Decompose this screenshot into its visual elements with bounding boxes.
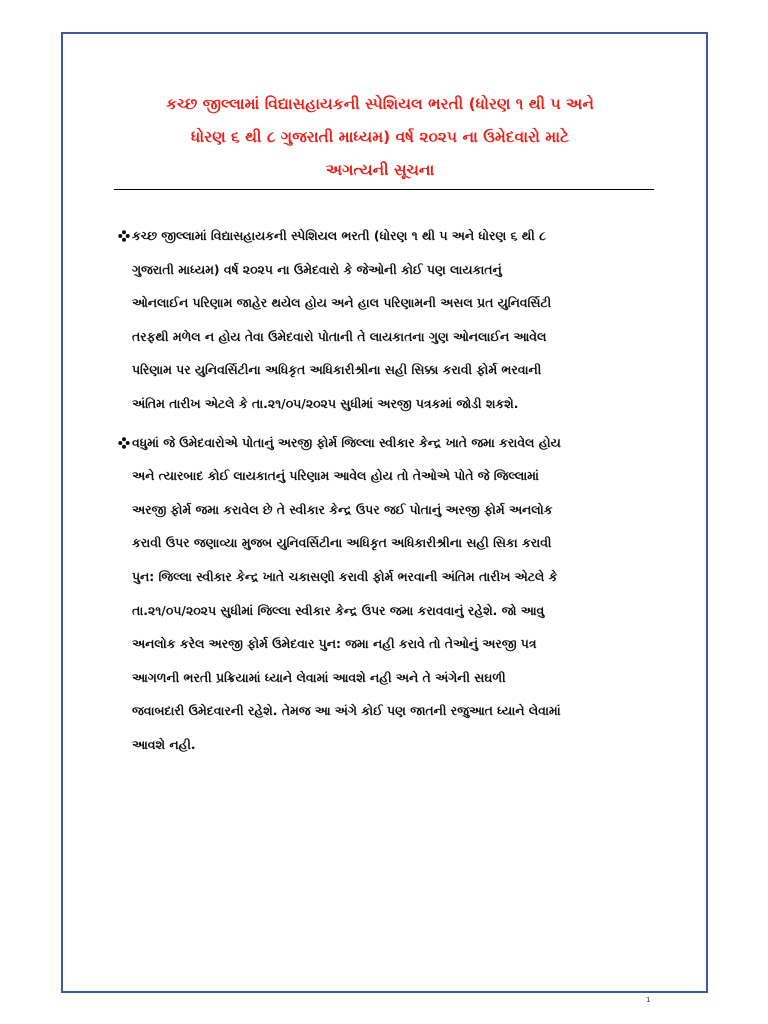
bullet-2-line-7: અનલોક કરેલ અરજી ફોર્મ ઉમેદવાર પુન: જમા નહી કરાવે તો તેઓનું અરજી પત્ર xyxy=(132,636,537,652)
bullet-2-line-3: અરજી ફોર્મ જમા કરાવેલ છે તે સ્વીકાર કેન્દ્ર ઉપર જઈ પોતાનું અરજી ફોર્મ અનલોક xyxy=(132,501,553,517)
bullet-2-line-10: આવશે નહી. xyxy=(132,736,196,752)
title-line-2: ધોરણ ૬ થી ૮ ગુજરાતી માધ્યમ) વર્ષ ૨૦૨૫ ના ઉમેદવારો માટે xyxy=(190,128,570,146)
title-divider xyxy=(114,189,654,190)
bullet-2-line-8: આગળની ભરતી પ્રક્રિયામાં ધ્યાને લેવામાં આવશે નહી અને તે અંગેની સઘળી xyxy=(132,669,506,685)
diamond-bullet-icon xyxy=(118,230,130,242)
bullet-1-line-1: કચ્છ જીલ્લામાં વિદ્યાસહાયકની સ્પેશિયલ ભરતી (ધોરણ ૧ થી ૫ અને ધોરણ ૬ થી ૮ xyxy=(132,228,546,243)
title-line-3: અગત્યની સૂચના xyxy=(325,161,435,179)
bullet-1-line-6: અંતિમ તારીખ એટલે કે તા.૨૧/૦૫/૨૦૨૫ સુધીમાં અરજી પત્રકમાં જોડી શકશે. xyxy=(132,395,519,411)
bullet-2-line-2: અને ત્યારબાદ કોઈ લાયકાતનું પરિણામ આવેલ હોય તો તેઓએ પોતે જે જિલ્લામાં xyxy=(132,468,539,484)
page-number: 1 xyxy=(646,996,651,1004)
document-body xyxy=(132,226,664,774)
bullet-2-line-9: જવાબદારી ઉમેદવારની રહેશે. તેમજ આ અંગે કોઈ પણ જાતની રજુઆત ધ્યાને લેવામાં xyxy=(132,703,561,719)
bullet-2-line-5: પુન: જિલ્લા સ્વીકાર કેન્દ્ર ખાતે ચકાસણી કરાવી ફોર્મ ભરવાની અંતિમ તારીખ એટલે કે xyxy=(132,568,558,584)
bullet-1-line-2: ગુજરાતી માધ્યમ) વર્ષ ૨૦૨૫ ના ઉમેદવારો કે જેઓની કોઈ પણ લાયકાતનું xyxy=(132,261,502,277)
bullet-1-line-4: તરફથી મળેલ ન હોય તેવા ઉમેદવારો પોતાની તે લાયકાતના ગુણ ઓનલાઈન આવેલ xyxy=(132,328,547,344)
diamond-bullet-icon xyxy=(118,437,130,449)
bullet-2-line-6: તા.૨૧/૦૫/૨૦૨૫ સુધીમાં જિલ્લા સ્વીકાર કેન્દ્ર ઉપર જમા કરાવવાનું રહેશે. જો આવુ xyxy=(132,602,545,618)
bullet-1-line-5: પરિણામ પર યુનિવર્સિટીના અધિકૃત અધિકારીશ્રીના સહી સિક્કા કરાવી ફોર્મ ભરવાની xyxy=(132,362,542,378)
bullet-2-line-1: વધુમાં જે ઉમેદવારોએ પોતાનું અરજી ફોર્મ જિલ્લા સ્વીકાર કેન્દ્ર ખાતે જમા કરાવેલ હોય xyxy=(132,434,561,450)
bullet-1-line-3: ઓનલાઈન પરિણામ જાહેર થયેલ હોય અને હાલ પરિણામની અસલ પ્રત યુનિવર્સિટી xyxy=(132,295,552,311)
bullet-2-line-4: કરાવી ઉપર જણાવ્યા મુજબ યુનિવર્સિટીના અધિકૃત અધિકારીશ્રીના સહી સિકા કરાવી xyxy=(132,535,552,551)
bullet-point-1 xyxy=(132,226,664,428)
title-line-1: કચ્છ જીલ્લામાં વિદ્યાસહાયકની સ્પેશિયલ ભરતી (ધોરણ ૧ થી ૫ અને xyxy=(166,95,594,113)
document-title xyxy=(100,88,660,187)
bullet-point-2 xyxy=(132,433,664,769)
